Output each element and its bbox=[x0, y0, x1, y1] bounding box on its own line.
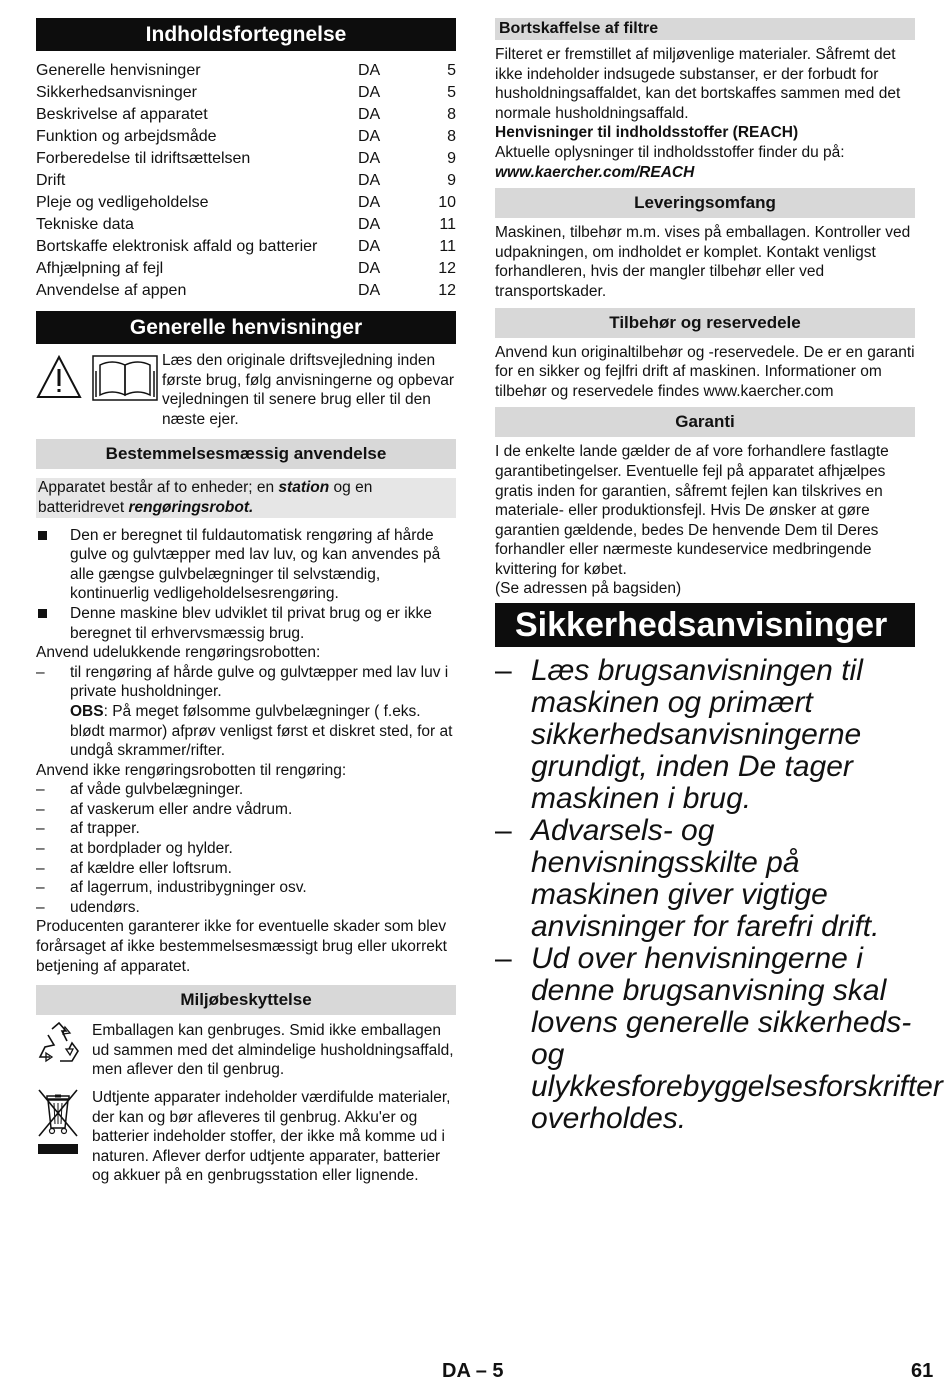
packaging-block bbox=[36, 1021, 456, 1080]
toc-page: 10 bbox=[438, 194, 456, 211]
list-item: Denne maskine blev udviklet til privat brug og er ikke beregnet til erhvervsmæssig brug. bbox=[36, 604, 456, 643]
band-text-robot: rengøringsrobot. bbox=[128, 498, 254, 516]
toc-row bbox=[36, 104, 456, 126]
obs-text: : På meget følsomme gulvbelægninger ( f.eks. blødt marmor) afprøv venligst først et diskret sted, for at undgå skrammer/rifter. bbox=[70, 702, 453, 760]
toc-lang: DA bbox=[358, 238, 381, 255]
toc-lang: DA bbox=[358, 84, 381, 101]
list-item: – af trapper. bbox=[36, 819, 456, 839]
toc-row bbox=[36, 170, 456, 192]
devices-text: Udtjente apparater indeholder værdifulde materialer, der kan og bør afleveres til genbrug. Akku'er og batterier indeholder stoffer, der ikke må komme ud i naturen. Aflever derfor udtjente apparater, batterier og akkuer på en genbrugsstation eller lignende. bbox=[92, 1089, 451, 1185]
toc-row bbox=[36, 126, 456, 148]
toc-row bbox=[36, 236, 456, 258]
toc-title: Anvendelse af appen bbox=[36, 282, 187, 299]
toc-page: 12 bbox=[438, 260, 456, 277]
toc-row bbox=[36, 280, 456, 302]
toc-lang: DA bbox=[358, 216, 381, 233]
toc-title: Forberedelse til idriftsættelsen bbox=[36, 150, 251, 167]
accessories-text: Anvend kun originaltilbehør og -reservedele. De er en garanti for en sikker og fejlfri drift af maskinen. Informationer om tilbehør og reservedele findes www.kaercher.com bbox=[495, 343, 915, 400]
general-text: Læs den originale driftsvejledning inden første brug, følg anvisningerne og opbevar vejledningen til senere brug eller til den næste ejer. bbox=[162, 352, 455, 428]
list-item: – Advarsels- og henvisningsskilte på maskinen giver vigtige anvisninger for farefri drift. bbox=[495, 815, 915, 943]
toc-title: Drift bbox=[36, 172, 66, 189]
filters-text: Filteret er fremstillet af miljøvenlige materialer. Såfremt det ikke indeholder indsugede substanser, er der forbudt for husholdningsaffaldet, kan det bortskaffes sammen med det normale husholdningsaffald. bbox=[495, 46, 901, 122]
general-icons bbox=[36, 351, 162, 429]
obs-label: OBS bbox=[70, 702, 104, 720]
toc-title: Afhjælpning af fejl bbox=[36, 260, 164, 277]
toc-title: Tekniske data bbox=[36, 216, 134, 233]
toc-title: Bortskaffe elektronisk affald og batterier bbox=[36, 238, 318, 255]
general-intro bbox=[36, 351, 456, 429]
toc-page: 8 bbox=[447, 106, 456, 123]
use-only-list bbox=[36, 663, 456, 761]
warranty-heading: Garanti bbox=[495, 407, 915, 437]
use-only-text: Anvend udelukkende rengøringsrobotten: bbox=[36, 644, 321, 662]
toc-lang: DA bbox=[358, 106, 381, 123]
not-use-text: Anvend ikke rengøringsrobotten til rengøring: bbox=[36, 761, 347, 779]
toc-row bbox=[36, 192, 456, 214]
toc-lang: DA bbox=[358, 172, 381, 189]
intended-use-bullets bbox=[36, 526, 456, 644]
safety-heading: Sikkerhedsanvisninger bbox=[495, 603, 915, 647]
toc-row bbox=[36, 258, 456, 280]
intended-use-heading: Bestemmelsesmæssig anvendelse bbox=[36, 439, 456, 469]
general-heading: Generelle henvisninger bbox=[36, 311, 456, 344]
list-item: – af kældre eller loftsrum. bbox=[36, 859, 456, 879]
footer-section-number: DA – 5 bbox=[442, 1360, 504, 1382]
list-item: – af vaskerum eller andre vådrum. bbox=[36, 800, 456, 820]
delivery-text: Maskinen, tilbehør m.m. vises på emballagen. Kontroller ved udpakningen, om indholdet er komplet. Kontakt venligst forhandleren, hvis der mangler tilbehør eller ved transportskader. bbox=[495, 224, 911, 300]
devices-block bbox=[36, 1088, 456, 1186]
list-item: – Læs brugsanvisningen til maskinen og primært sikkerhedsanvisningerne grundigt, inden De tager maskinen i brug. bbox=[495, 655, 915, 815]
reach-url: www.kaercher.com/REACH bbox=[495, 163, 695, 181]
toc-row bbox=[36, 60, 456, 82]
left-column bbox=[36, 18, 456, 1186]
list-item: – at bordplader og hylder. bbox=[36, 839, 456, 859]
band-text-c: og en batteridrevet bbox=[38, 479, 373, 516]
toc-page: 5 bbox=[447, 84, 456, 101]
toc-row bbox=[36, 214, 456, 236]
environment-heading: Miljøbeskyttelse bbox=[36, 985, 456, 1015]
toc-lang: DA bbox=[358, 62, 381, 79]
not-use-list bbox=[36, 780, 456, 917]
reach-text: Aktuelle oplysninger til indholdsstoffer finder du på: bbox=[495, 143, 845, 161]
list-item: Den er beregnet til fuldautomatisk rengøring af hårde gulve og gulvtæpper med lav luv, og kan anvendes på alle gængse gulvbelægninger til selvstændig, kontinuerlig vedligeholdelsesrengøring. bbox=[36, 526, 456, 604]
toc-page: 11 bbox=[439, 238, 456, 255]
warranty-text: I de enkelte lande gælder de af vore forhandlere fastlagte garantibetingelser. Eventuelle fejl på apparatet afhjælpes gratis inden for garantien, såfremt fejlen kan tilskrives en materiale- eller produktionsfejl. Hvis De ønsker at gøre garantien gældende, bedes De henvende Dem til Deres forhandler eller nærmeste kundeservice medbringende kvittering for købet. bbox=[495, 443, 889, 578]
toc-lang: DA bbox=[358, 194, 381, 211]
packaging-text: Emballagen kan genbruges. Smid ikke emballagen ud sammen med det almindelige husholdningsaffald, men aflever den til genbrug. bbox=[92, 1022, 454, 1079]
toc-page: 9 bbox=[447, 150, 456, 167]
warning-icon bbox=[36, 355, 82, 399]
footer-page-number: 61 bbox=[911, 1360, 934, 1382]
toc-page: 8 bbox=[447, 128, 456, 145]
list-item: – af lagerrum, industribygninger osv. bbox=[36, 878, 456, 898]
toc-title: Pleje og vedligeholdelse bbox=[36, 194, 209, 211]
right-column bbox=[495, 18, 943, 1136]
intended-use-summary bbox=[36, 478, 456, 517]
accessories-heading: Tilbehør og reservedele bbox=[495, 308, 915, 338]
toc-title: Beskrivelse af apparatet bbox=[36, 106, 208, 123]
weee-icon-wrap bbox=[36, 1088, 92, 1186]
reach-title: Henvisninger til indholdsstoffer (REACH) bbox=[495, 124, 799, 142]
toc-lang: DA bbox=[358, 260, 381, 277]
disclaimer-text: Producenten garanterer ikke for eventuelle skader som blev forårsaget af ikke bestemmelsesmæssigt brug eller ukorrekt betjening af apparatet. bbox=[36, 918, 447, 975]
toc-lang: DA bbox=[358, 282, 381, 299]
list-item: – af våde gulvbelægninger. bbox=[36, 780, 456, 800]
toc-page: 5 bbox=[447, 62, 456, 79]
warranty-note: (Se adressen på bagsiden) bbox=[495, 580, 682, 598]
toc-lang: DA bbox=[358, 128, 381, 145]
crossed-bin-icon bbox=[36, 1088, 82, 1156]
toc-page: 12 bbox=[438, 282, 456, 299]
toc-row bbox=[36, 148, 456, 170]
filters-heading: Bortskaffelse af filtre bbox=[495, 18, 915, 40]
recycle-icon bbox=[36, 1021, 82, 1067]
band-text-station: station bbox=[278, 479, 330, 497]
recycle-icon-wrap bbox=[36, 1021, 92, 1080]
safety-list bbox=[495, 654, 943, 1136]
list-item bbox=[36, 663, 456, 761]
list-item: – Ud over henvisningerne i denne brugsanvisning skal lovens generelle sikkerheds- og ulykkesforebyggelsesforskrifter overholdes. bbox=[495, 943, 915, 1135]
toc-page: 11 bbox=[439, 216, 456, 233]
toc-heading: Indholdsfortegnelse bbox=[36, 18, 456, 51]
table-of-contents bbox=[36, 60, 456, 302]
use-item-text: til rengøring af hårde gulve og gulvtæpper med lav luv i private husholdninger. bbox=[70, 663, 449, 701]
delivery-heading: Leveringsomfang bbox=[495, 188, 915, 218]
toc-title: Generelle henvisninger bbox=[36, 62, 201, 79]
toc-title: Funktion og arbejdsmåde bbox=[36, 128, 217, 145]
toc-title: Sikkerhedsanvisninger bbox=[36, 84, 197, 101]
toc-row bbox=[36, 82, 456, 104]
band-text-a: Apparatet består af to enheder; en bbox=[38, 479, 279, 497]
toc-page: 9 bbox=[447, 172, 456, 189]
list-item: – udendørs. bbox=[36, 898, 456, 918]
toc-lang: DA bbox=[358, 150, 381, 167]
manual-book-icon bbox=[92, 355, 158, 401]
